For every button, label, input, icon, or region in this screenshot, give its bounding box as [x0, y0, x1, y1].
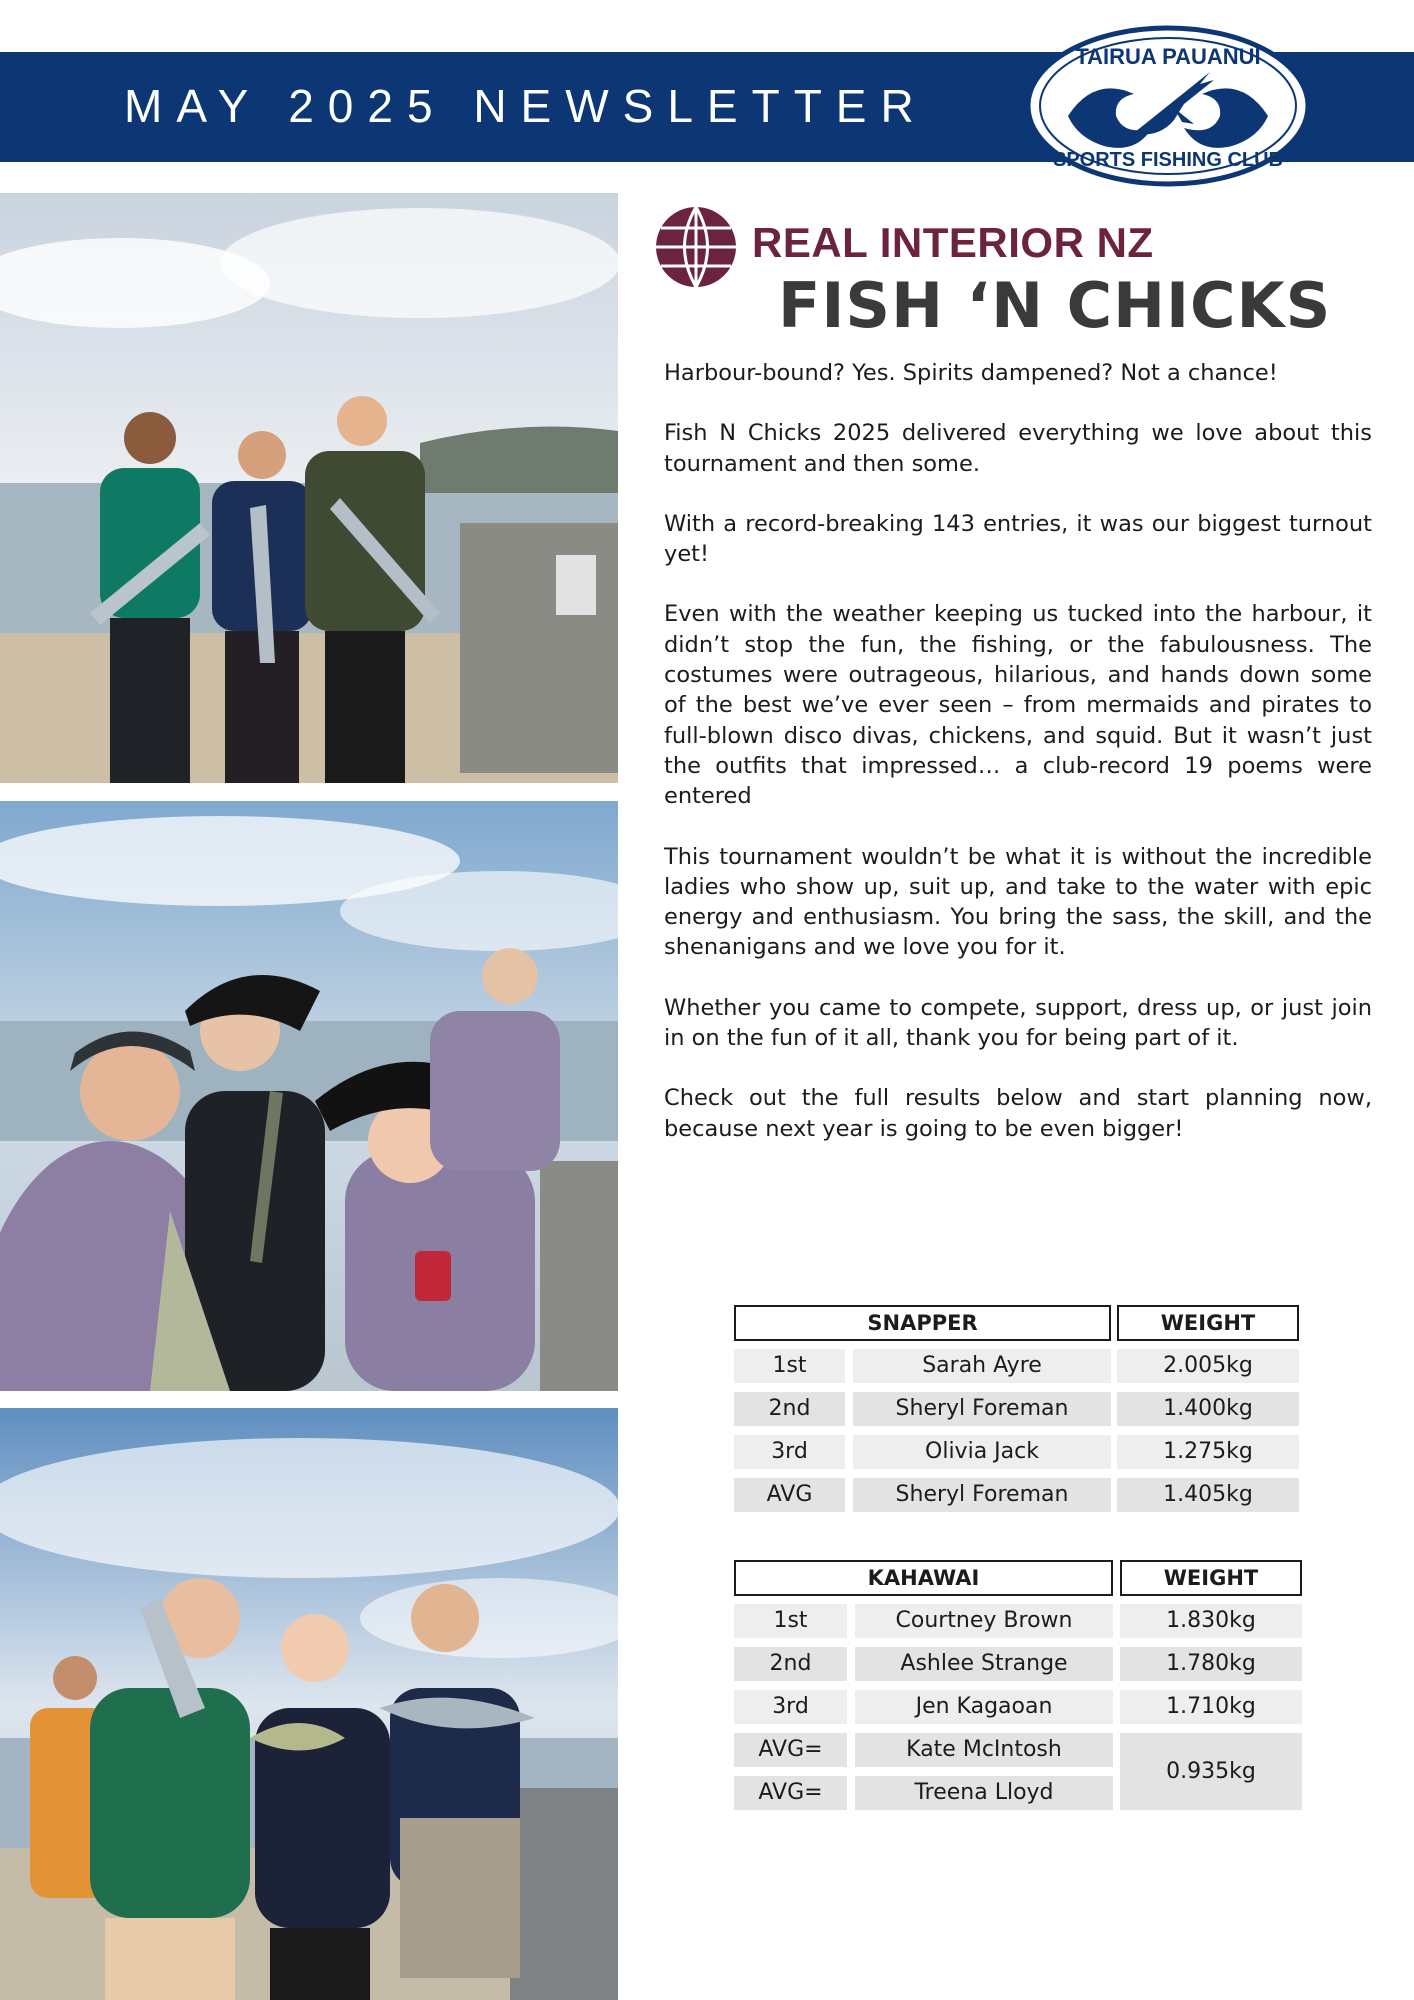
article-paragraph: Check out the full results below and start planning now, because next year is going to be even bigger! — [664, 1085, 1372, 1142]
sponsor-name: REAL INTERIOR NZ — [752, 219, 1154, 266]
photo-three-women-kahawai — [0, 193, 618, 783]
article-paragraph: Even with the weather keeping us tucked into the harbour, it didn’t stop the fun, the fishing, or the fabulousness. The costumes were outrageous, hilarious, and hands down some of the best we’ve ever seen – from mermaids and pirates to full-blown disco divas, chickens, and squid. But it wasn’t just the outfits that impressed… a club-record 19 poems were entered — [664, 601, 1372, 810]
snapper-header: SNAPPER — [734, 1305, 1111, 1341]
table-row-place: 3rd — [734, 1690, 847, 1724]
newsletter-title: MAY 2025 NEWSLETTER — [124, 80, 928, 132]
table-row-place: AVG= — [734, 1776, 847, 1810]
kahawai-header: KAHAWAI — [734, 1560, 1113, 1596]
photo-pirate-anglers — [0, 801, 618, 1391]
article-headline: FISH ‘N CHICKS — [778, 269, 1332, 342]
club-logo — [1024, 24, 1312, 188]
article-paragraph: Harbour-bound? Yes. Spirits dampened? Not a chance! — [664, 360, 1278, 386]
table-row-weight: 1.780kg — [1120, 1647, 1302, 1681]
photo-anglers-on-wharf — [0, 1408, 618, 2000]
snapper-weight-header: WEIGHT — [1117, 1305, 1299, 1341]
article-paragraph: This tournament wouldn’t be what it is without the incredible ladies who show up, suit up, and take to the water with epic energy and enthusiasm. You bring the sass, the skill, and the shenanigans and we love you for it. — [664, 843, 1372, 961]
article-paragraph: Whether you came to compete, support, dress up, or just join in on the fun of it all, thank you for being part of it. — [664, 994, 1372, 1052]
table-row-weight: 1.405kg — [1117, 1478, 1299, 1512]
table-row-name: Jen Kagaoan — [855, 1690, 1113, 1724]
table-row-name: Courtney Brown — [855, 1604, 1113, 1638]
table-row-place: 2nd — [734, 1392, 845, 1426]
table-row-weight: 1.710kg — [1120, 1690, 1302, 1724]
table-row-name: Sarah Ayre — [853, 1349, 1111, 1383]
table-row-weight: 1.275kg — [1117, 1435, 1299, 1469]
table-row-name: Kate McIntosh — [855, 1733, 1113, 1767]
article-paragraph: Fish N Chicks 2025 delivered everything we love about this tournament and then some. — [664, 420, 1372, 477]
kahawai-weight-header: WEIGHT — [1120, 1560, 1302, 1596]
table-row-name: Sheryl Foreman — [853, 1392, 1111, 1426]
table-row-place: 1st — [734, 1604, 847, 1638]
table-row-place: AVG= — [734, 1733, 847, 1767]
table-row-name: Ashlee Strange — [855, 1647, 1113, 1681]
table-row-weight: 1.830kg — [1120, 1604, 1302, 1638]
article-body — [664, 358, 1372, 1174]
table-row-place: 2nd — [734, 1647, 847, 1681]
globe-logo-icon — [655, 206, 737, 288]
table-row-place: 1st — [734, 1349, 845, 1383]
table-row-weight: 2.005kg — [1117, 1349, 1299, 1383]
logo-top-text: TAIRUA PAUANUI — [1075, 44, 1261, 69]
table-row-place: AVG — [734, 1478, 845, 1512]
table-row-name: Sheryl Foreman — [853, 1478, 1111, 1512]
shared-avg-weight: 0.935kg — [1120, 1733, 1302, 1810]
table-row-weight: 1.400kg — [1117, 1392, 1299, 1426]
marlin-logo-icon — [1024, 24, 1312, 188]
logo-bottom-text: SPORTS FISHING CLUB — [1052, 149, 1284, 171]
article-paragraph: With a record-breaking 143 entries, it was our biggest turnout yet! — [664, 510, 1372, 568]
table-row-place: 3rd — [734, 1435, 845, 1469]
table-row-name: Treena Lloyd — [855, 1776, 1113, 1810]
table-row-name: Olivia Jack — [853, 1435, 1111, 1469]
